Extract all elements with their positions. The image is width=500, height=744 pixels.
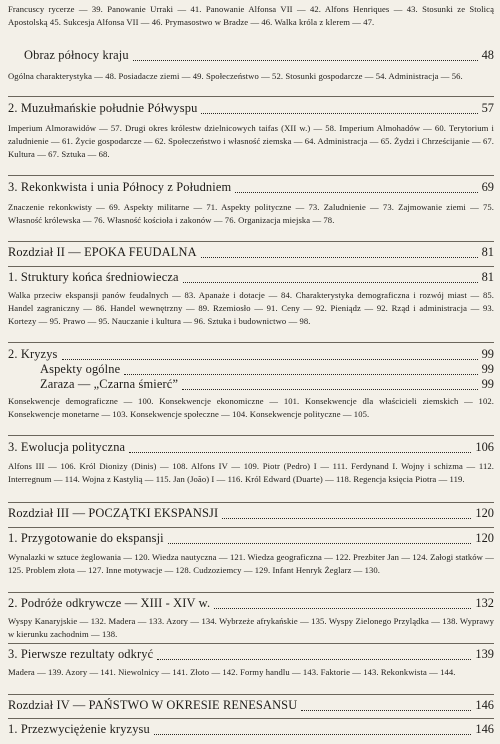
- toc-heading[interactable]: [8, 101, 494, 117]
- intro-text: Francuscy rycerze — 39. Panowanie Urraki — 41. Panowanie Alfonsa VII — 42. Alfons Henriques — 43. Stosunki ze Stolicą Apostolską 45. Sukcesja Alfonsa VII — 46. Prymasostwo w Bradze — 46. Walka króla z klerem — 47.: [8, 4, 494, 27]
- leader-dots: [182, 388, 478, 390]
- toc-page-number: 106: [475, 440, 494, 454]
- toc-heading-title: 2. Muzułmańskie południe Półwyspu: [8, 101, 198, 115]
- section-divider: [8, 527, 494, 528]
- toc-description: [8, 460, 494, 486]
- toc-page-number: 120: [475, 506, 494, 520]
- toc-heading[interactable]: [8, 531, 494, 547]
- leader-dots: [183, 281, 478, 283]
- toc-description: [8, 666, 494, 679]
- toc-page-number: 48: [481, 48, 494, 62]
- toc-subheading[interactable]: [8, 362, 494, 378]
- leader-dots: [201, 112, 477, 114]
- toc-heading[interactable]: [8, 270, 494, 286]
- toc-heading-title: Zaraza — „Czarna śmierć”: [40, 377, 179, 391]
- section-divider: [8, 643, 494, 644]
- toc-description-text: Ogólna charakterystyka — 48. Posiadacze ziemi — 49. Społeczeństwo — 52. Stosunki gospodarcze — 54. Administracja — 56.: [8, 71, 463, 81]
- toc-heading-title: Aspekty ogólne: [40, 362, 121, 376]
- toc-page-number: 120: [475, 531, 494, 545]
- toc-description: [8, 551, 494, 577]
- section-divider: [8, 435, 494, 436]
- toc-description-text: Walka przeciw ekspansji panów feudalnych — 83. Apanaże i dotacje — 84. Charakterystyka demograficzna i rozwój miast — 85. Handel zagraniczny — 86. Handel wewnętrzny — 89. Rzemiosło — 91. Ceny — 92. Pieniądz — 92. Rząd i administracja — 93. Kortezy — 95. Prawo — 95. Nauczanie i kultura — 96. Sztuka i budownictwo — 98.: [8, 290, 494, 326]
- leader-dots: [235, 191, 477, 193]
- toc-description-text: Madera — 139. Azory — 141. Niewolnicy — 141. Złoto — 142. Formy handlu — 143. Faktorie — 143. Rekonkwista — 144.: [8, 667, 456, 677]
- section-divider: [8, 175, 494, 176]
- leader-dots: [222, 517, 471, 519]
- toc-chapter-heading[interactable]: [8, 245, 494, 261]
- toc-description-text: Konsekwencje demograficzne — 100. Konsekwencje ekonomiczne — 101. Konsekwencje dla właścicieli ziemskich — 102. Konsekwencje monetarne — 103. Konsekwencje społeczne — 104. Konsekwencje polityczne — 105.: [8, 396, 494, 419]
- toc-description: [8, 395, 494, 421]
- toc-chapter-heading[interactable]: [8, 698, 494, 714]
- toc-heading-title: 3. Rekonkwista i unia Północy z Południem: [8, 180, 232, 194]
- toc-description: [8, 289, 494, 328]
- section-divider: [8, 502, 494, 503]
- section-divider: [8, 694, 494, 695]
- toc-heading[interactable]: [8, 180, 494, 196]
- leader-dots: [154, 733, 472, 735]
- toc-page-number: 146: [475, 722, 494, 736]
- leader-dots: [133, 59, 478, 61]
- toc-description: [8, 122, 494, 161]
- section-divider: [8, 266, 494, 267]
- toc-heading-title: Obraz północy kraju: [24, 48, 129, 62]
- toc-page-number: 99: [481, 377, 494, 391]
- section-divider: [8, 592, 494, 593]
- toc-heading-title: Rozdział IV — PAŃSTWO W OKRESIE RENESANSU: [8, 698, 298, 712]
- toc-page-number: 81: [481, 245, 494, 259]
- toc-description-text: Wyspy Kanaryjskie — 132. Madera — 133. Azory — 134. Wybrzeże afrykańskie — 135. Wyspy Zielonego Przylądka — 138. Wyprawy w kierunku zachodnim — 138.: [8, 616, 494, 639]
- toc-heading-title: 2. Podróże odkrywcze — XIII - XIV w.: [8, 596, 211, 610]
- toc-description: [8, 615, 494, 641]
- toc-page-number: 146: [475, 698, 494, 712]
- leader-dots: [157, 658, 471, 660]
- toc-description: [8, 201, 494, 227]
- leader-dots: [129, 451, 471, 453]
- toc-heading-title: Rozdział III — POCZĄTKI EKSPANSJI: [8, 506, 219, 520]
- leader-dots: [168, 542, 472, 544]
- toc-heading-title: 2. Kryzys: [8, 347, 58, 361]
- leader-dots: [124, 373, 477, 375]
- toc-heading[interactable]: [8, 647, 494, 663]
- section-divider: [8, 342, 494, 343]
- toc-heading[interactable]: [8, 440, 494, 456]
- toc-heading-title: 3. Pierwsze rezultaty odkryć: [8, 647, 154, 661]
- toc-page-number: 99: [481, 362, 494, 376]
- toc-description-text: Imperium Almorawidów — 57. Drugi okres królestw dzielnicowych taifas (XII w.) — 58. Imperium Almohadów — 60. Terytorium i zaludnienie — 61. Życie gospodarcze — 62. Społeczeństwo i własność ziemska — 64. Administracja — 65. Żydzi i Chrześcijanie — 67. Kultura — 67. Sztuka — 68.: [8, 123, 494, 159]
- toc-heading-title: 3. Ewolucja polityczna: [8, 440, 126, 454]
- toc-subheading[interactable]: [8, 377, 494, 393]
- section-divider: [8, 718, 494, 719]
- toc-page-number: 69: [481, 180, 494, 194]
- toc-description: [8, 70, 494, 83]
- toc-description-text: Alfons III — 106. Król Dionizy (Dinis) — 108. Alfons IV — 109. Piotr (Pedro) I — 111. Ferdynand I. Wojny i schizma — 112. Interregnum — 114. Wojna z Kastylią — 115. Jan (João) I — 116. Król Edward (Duarte) — 118. Regencja księcia Piotra — 119.: [8, 461, 494, 484]
- toc-heading[interactable]: [8, 596, 494, 612]
- leader-dots: [201, 256, 478, 258]
- leader-dots: [62, 358, 478, 360]
- leader-dots: [214, 607, 471, 609]
- toc-heading-title: 1. Przygotowanie do ekspansji: [8, 531, 164, 545]
- toc-description-text: Wynalazki w sztuce żeglowania — 120. Wiedza nautyczna — 121. Wiedza geograficzna — 122. Prezbiter Jan — 124. Załogi statków — 125. Problem złota — 127. Inne motywacje — 128. Cudzoziemcy — 129. Infant Henryk Żeglarz — 130.: [8, 552, 494, 575]
- section-divider: [8, 96, 494, 97]
- toc-page-number: 139: [475, 647, 494, 661]
- toc-heading-title: Rozdział II — EPOKA FEUDALNA: [8, 245, 197, 259]
- toc-description-text: Znaczenie rekonkwisty — 69. Aspekty militarne — 71. Aspekty polityczne — 73. Zaludnienie — 73. Zajmowanie ziemi — 75. Własność królewska — 76. Własność kościoła i zakonów — 76. Organizacja miejska — 78.: [8, 202, 494, 225]
- toc-page-number: 99: [481, 347, 494, 361]
- toc-chapter-heading[interactable]: [8, 506, 494, 522]
- toc-heading[interactable]: [8, 48, 494, 64]
- toc-page-number: 81: [481, 270, 494, 284]
- intro-entry: [8, 3, 494, 29]
- toc-heading-title: 1. Struktury końca średniowiecza: [8, 270, 179, 284]
- toc-heading[interactable]: [8, 347, 494, 363]
- toc-page-number: 57: [481, 101, 494, 115]
- toc-page-number: 132: [475, 596, 494, 610]
- toc-heading-title: 1. Przezwyciężenie kryzysu: [8, 722, 150, 736]
- leader-dots: [301, 709, 471, 711]
- toc-heading[interactable]: [8, 722, 494, 738]
- section-divider: [8, 241, 494, 242]
